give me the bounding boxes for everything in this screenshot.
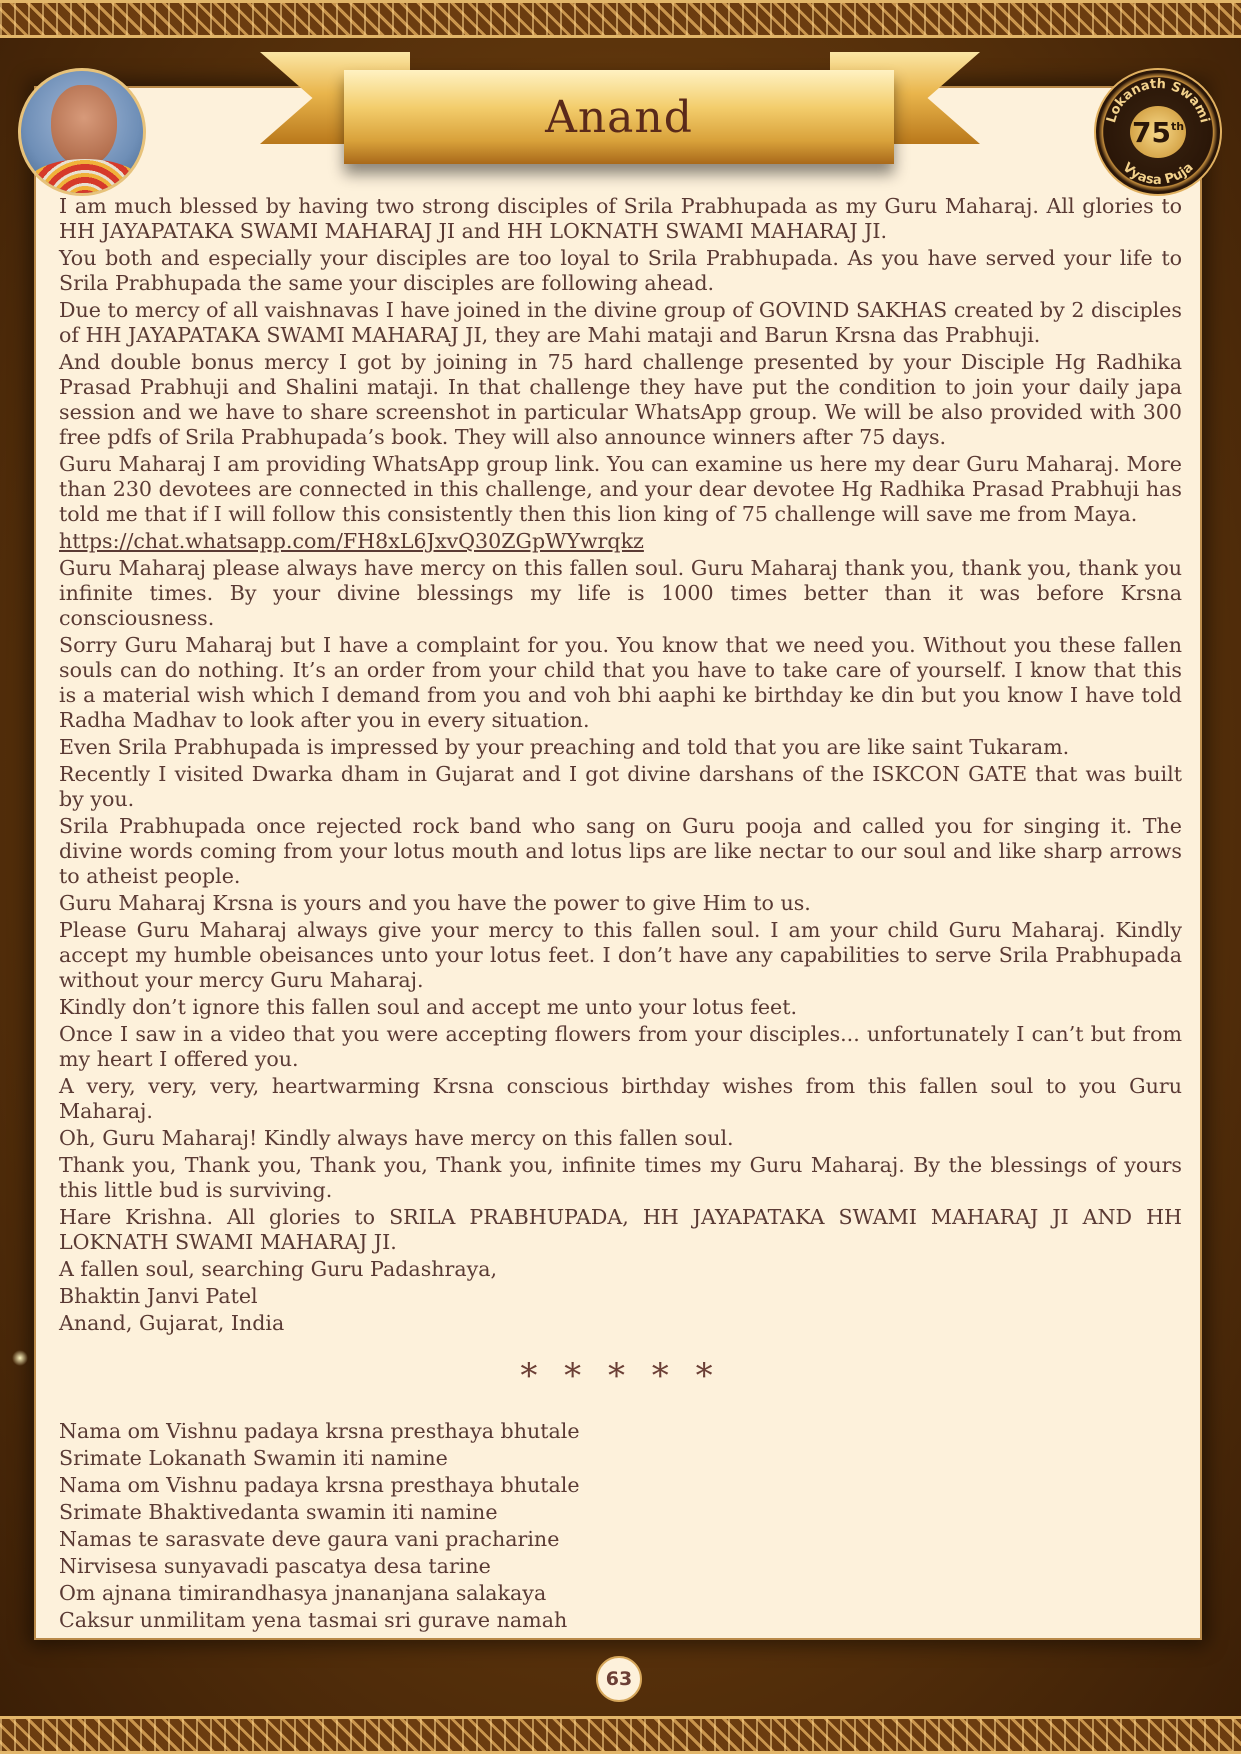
paragraph: Oh, Guru Maharaj! Kindly always have mercy on this fallen soul. — [59, 1126, 734, 1150]
vyasa-puja-seal — [1094, 68, 1222, 196]
paragraph: I am much blessed by having two strong disciples of Srila Prabhupada as my Guru Maharaj. All glories to HH JAYAPATAKA SWAMI MAHARAJ JI and HH LOKNATH SWAMI MAHARAJ JI. — [59, 194, 1182, 243]
decorative-border-bottom — [0, 1716, 1241, 1754]
signature-name: Bhaktin Janvi Patel — [59, 1284, 258, 1308]
decorative-border-top — [0, 0, 1241, 38]
title-ribbon — [344, 70, 894, 164]
mantra-line: Nama om Vishnu padaya krsna presthaya bhutale — [59, 1473, 580, 1497]
paragraph: Guru Maharaj Krsna is yours and you have the power to give Him to us. — [59, 891, 811, 915]
mantra-line: Nama om Vishnu padaya krsna presthaya bhutale — [59, 1419, 580, 1443]
whatsapp-group-link[interactable]: https://chat.whatsapp.com/FH8xL6JxvQ30ZGpWYwrqkz — [59, 529, 644, 553]
mantra-line: Caksur unmilitam yena tasmai sri gurave namah — [59, 1608, 568, 1632]
portrait-face — [51, 85, 117, 167]
paragraph: Guru Maharaj I am providing WhatsApp group link. You can examine us here my dear Guru Maharaj. More than 230 devotees are connected in this challenge, and your dear devotee Hg Radhika Prasad Prabhuji has told me that if I will follow this consistently then this lion king of 75 challenge will save me from Maya. — [59, 452, 1182, 526]
signature-line: A fallen soul, searching Guru Padashraya, — [59, 1257, 498, 1281]
paragraph: Recently I visited Dwarka dham in Gujarat and I got divine darshans of the ISKCON GATE that was built by you. — [59, 762, 1182, 811]
paragraph: Please Guru Maharaj always give your mercy to this fallen soul. I am your child Guru Maharaj. Kindly accept my humble obeisances unto your lotus feet. I don’t have any capabilities to serve Srila Prabhupada without your mercy Guru Maharaj. — [59, 918, 1182, 992]
mantra-line: Nirvisesa sunyavadi pascatya desa tarine — [59, 1554, 491, 1578]
page-title: Anand — [545, 91, 693, 143]
svg-text:Vyasa Puja — [1119, 160, 1196, 188]
paragraph: Guru Maharaj please always have mercy on this fallen soul. Guru Maharaj thank you, thank you, thank you infinite times. By your divine blessings my life is 1000 times better than it was before Krsna consciousness. — [59, 556, 1182, 630]
paragraph: A very, very, very, heartwarming Krsna conscious birthday wishes from this fallen soul to you Guru Maharaj. — [59, 1074, 1182, 1123]
paragraph: Kindly don’t ignore this fallen soul and accept me unto your lotus feet. — [59, 995, 798, 1019]
paragraph: Once I saw in a video that you were accepting flowers from your disciples... unfortunately I can’t but from my heart I offered you. — [59, 1022, 1182, 1071]
paragraph: Thank you, Thank you, Thank you, Thank you, infinite times my Guru Maharaj. By the blessings of yours this little bud is surviving. — [59, 1153, 1182, 1202]
signature-location: Anand, Gujarat, India — [59, 1311, 285, 1335]
paragraph: Sorry Guru Maharaj but I have a complaint for you. You know that we need you. Without you these fallen souls can do nothing. It’s an order from your child that you have to take care of yourself. I know that this is a material wish which I demand from you and voh bhi aaphi ke birthday ke din but you know I have told Radha Madhav to look after you in every situation. — [59, 633, 1182, 732]
seal-top-text: Lokanath Swami — [1104, 76, 1212, 125]
guru-portrait — [18, 68, 146, 196]
seal-suffix: th — [1170, 119, 1185, 133]
section-separator: * * * * * — [520, 1356, 721, 1396]
paragraph: Hare Krishna. All glories to SRILA PRABHUPADA, HH JAYAPATAKA SWAMI MAHARAJ JI AND HH LOKNATH SWAMI MAHARAJ JI. — [59, 1205, 1182, 1254]
portrait-garland — [27, 159, 143, 196]
page-number: 63 — [596, 1656, 642, 1702]
mantra-line: Namas te sarasvate deve gaura vani pracharine — [59, 1527, 560, 1551]
paragraph: You both and especially your disciples are too loyal to Srila Prabhupada. As you have served your life to Srila Prabhupada the same your disciples are following ahead. — [59, 246, 1182, 295]
paragraph: And double bonus mercy I got by joining in 75 hard challenge presented by your Disciple Hg Radhika Prasad Prabhuji and Shalini mataji. In that challenge they have put the condition to join your daily japa session and we have to share screenshot in particular WhatsApp group. We will be also provided with 300 free pdfs of Srila Prabhupada’s book. They will also announce winners after 75 days. — [59, 350, 1182, 449]
paragraph: Due to mercy of all vaishnavas I have joined in the divine group of GOVIND SAKHAS created by 2 disciples of HH JAYAPATAKA SWAMI MAHARAJ JI, they are Mahi mataji and Barun Krsna das Prabhuji. — [59, 298, 1182, 347]
mantra-line: Om ajnana timirandhasya jnananjana salakaya — [59, 1581, 547, 1605]
seal-bottom-text: Vyasa Puja — [1119, 160, 1197, 189]
mantra-line: Srimate Bhaktivedanta swamin iti namine — [59, 1500, 498, 1524]
paragraph: Srila Prabhupada once rejected rock band who sang on Guru pooja and called you for singing it. The divine words coming from your lotus mouth and lotus lips are like nectar to our soul and like sharp arrows to atheist people. — [59, 814, 1182, 888]
mantra-line: Srimate Lokanath Swamin iti namine — [59, 1446, 448, 1470]
seal-number-badge — [1130, 106, 1186, 158]
seal-number: 75 — [1131, 115, 1171, 149]
letter-content — [59, 194, 1182, 1635]
paragraph: Even Srila Prabhupada is impressed by your preaching and told that you are like saint Tukaram. — [59, 735, 1070, 759]
sparkle-decoration — [12, 1350, 28, 1366]
